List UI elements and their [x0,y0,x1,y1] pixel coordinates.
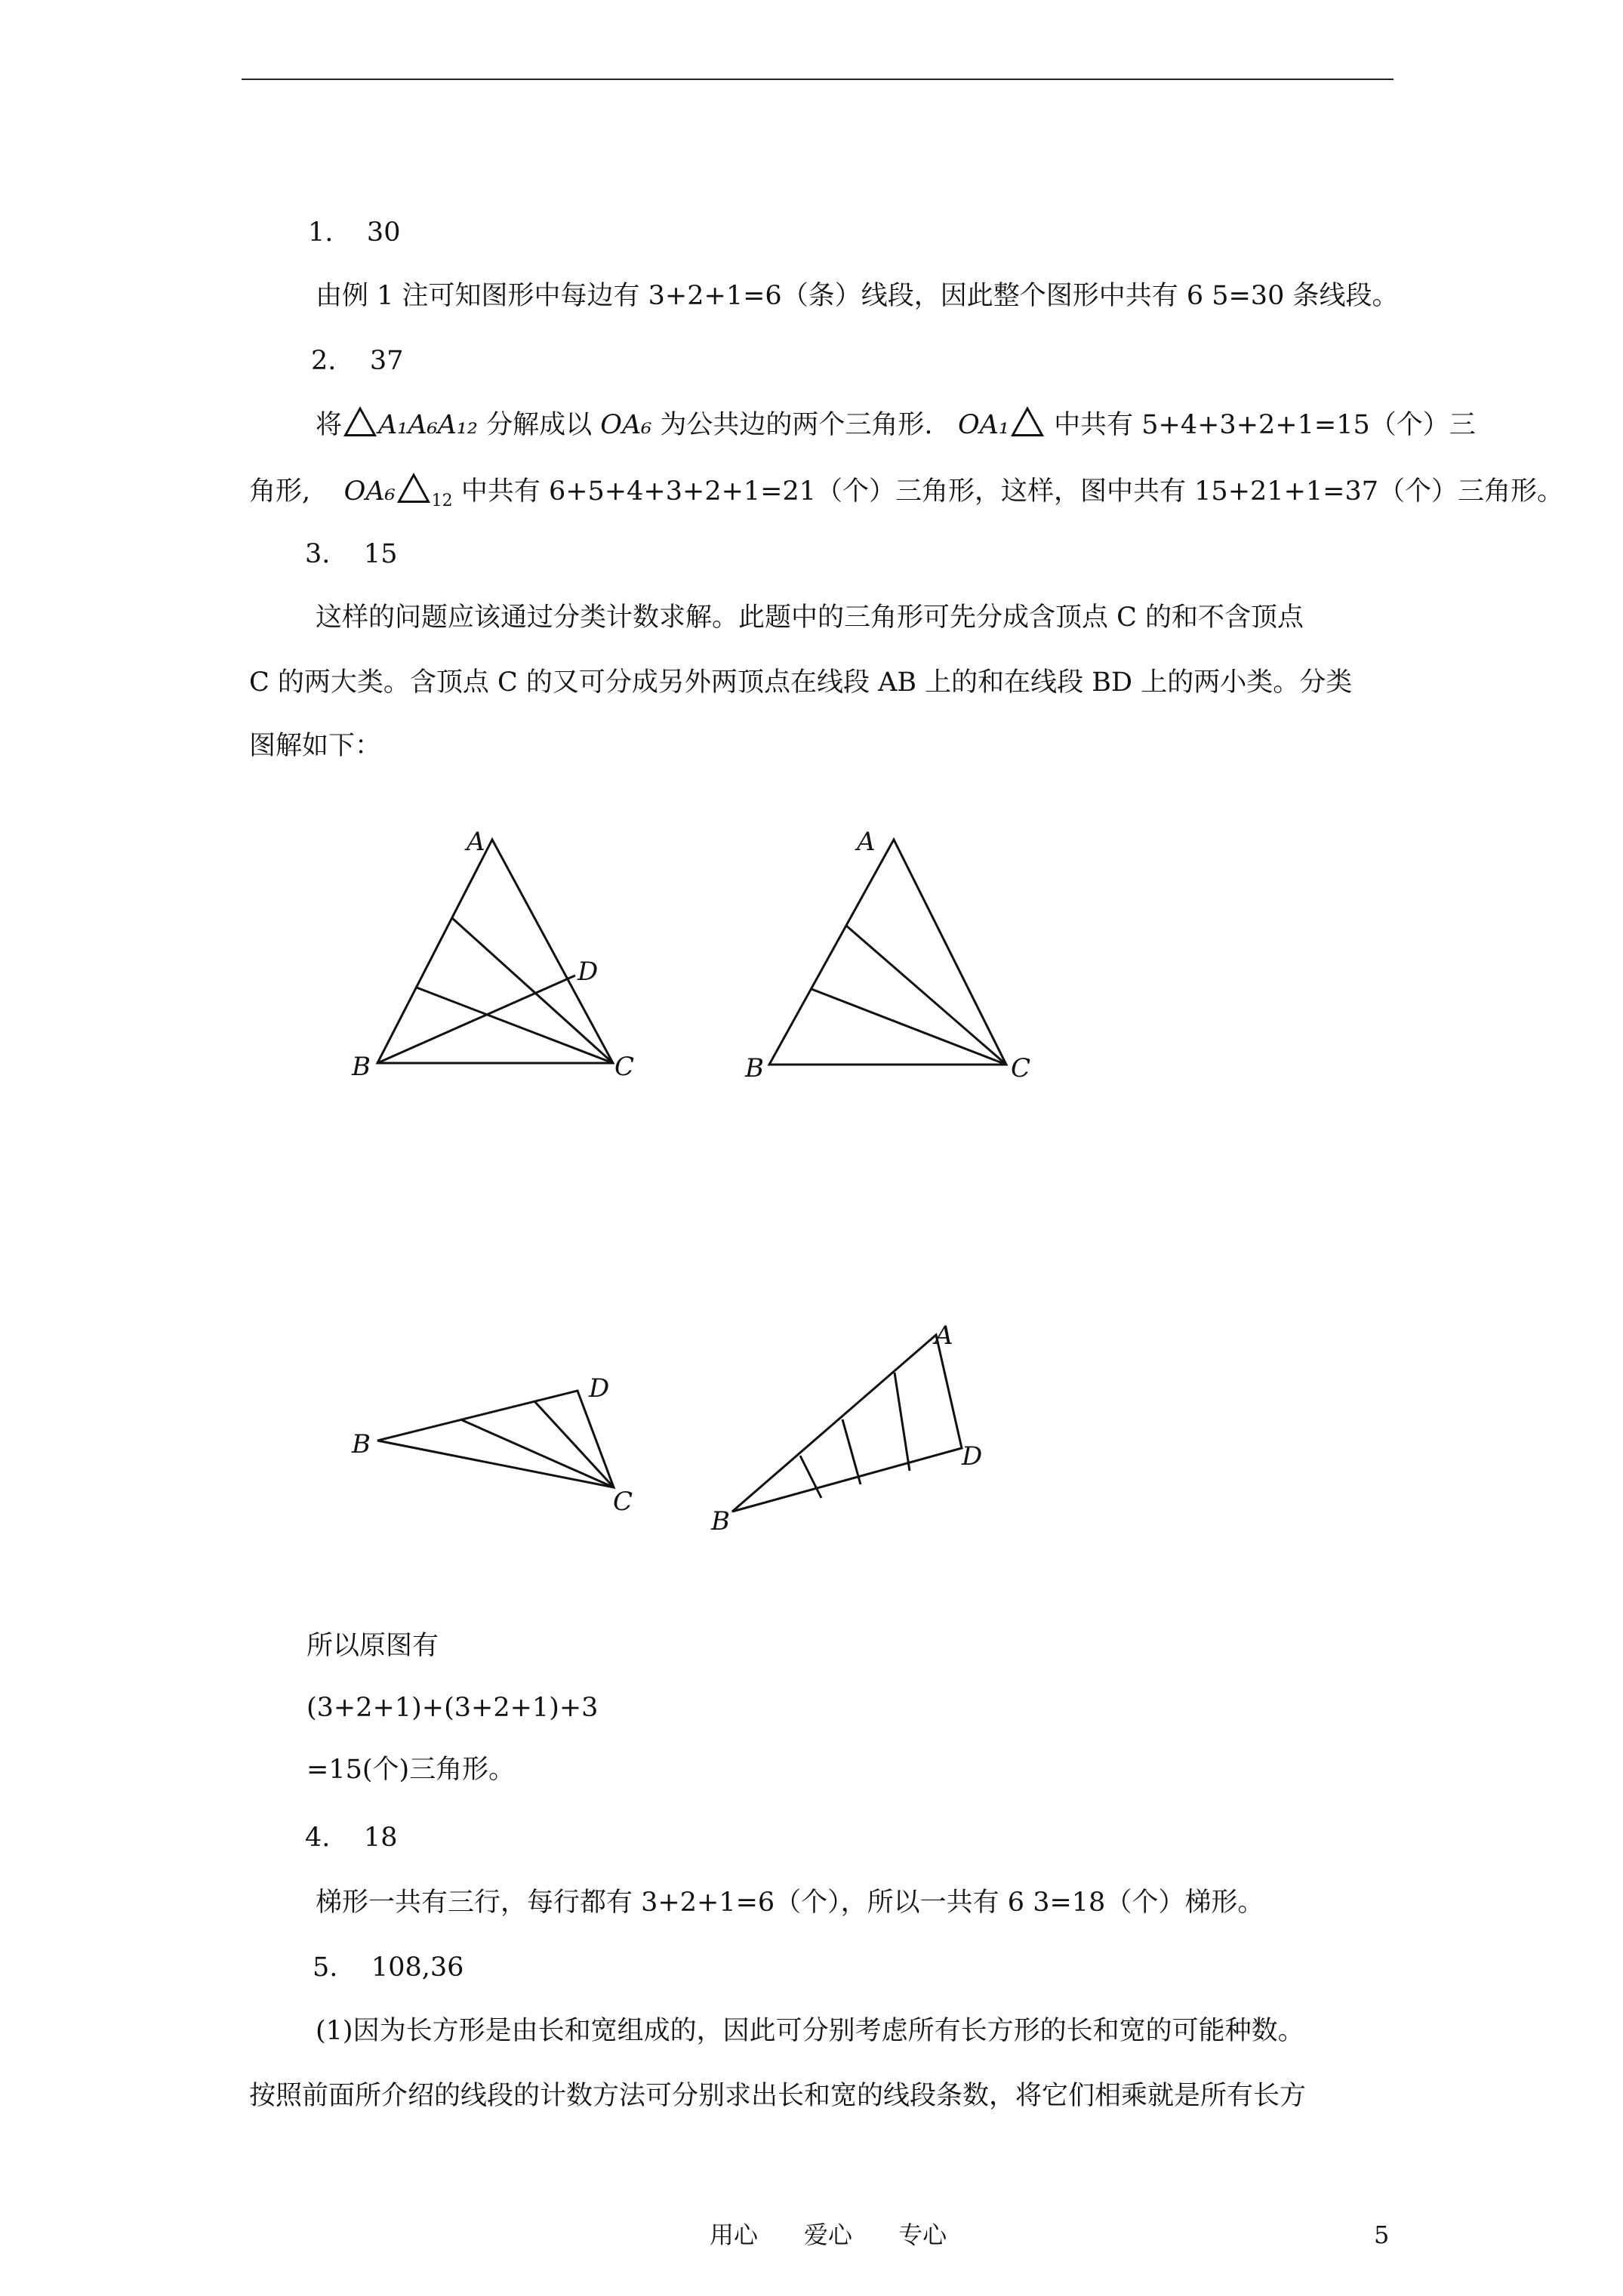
figure-triangle-bdc [347,1359,664,1533]
segment-name: OA₆ [600,410,652,440]
cross-line [895,1373,910,1471]
cevian-line [812,989,1006,1065]
problem-number: 5. [313,1952,338,1983]
vertex-label-a: A [857,827,876,857]
segment-name: OA₁ [957,410,1009,440]
vertex-label-b: B [352,1052,371,1082]
cevian-line [460,1419,614,1487]
subscript: 12 [431,492,453,510]
problem-3-heading [305,538,397,571]
figure-triangle-abd [702,1314,1019,1540]
problem-3-line-3: 图解如下： [249,731,382,761]
result-line-3: =15(个)三角形。 [306,1755,516,1785]
vertex-label-c: C [614,1052,635,1082]
problem-5-line-1: (1)因为长方形是由长和宽组成的，因此可分别考虑所有长方形的长和宽的可能种数。 [316,2016,1304,2046]
segment-name: OA₆ [343,476,396,507]
triangle-symbol-icon [343,406,377,436]
text-segment: 角形, [249,476,311,507]
problem-number: 1. [308,217,334,248]
vertex-label-b: B [352,1429,371,1459]
problem-2-line-2 [249,473,1563,518]
vertex-label-d: D [589,1373,610,1404]
problem-5-heading [313,1951,463,1984]
cevian-line [846,926,1006,1065]
problem-number: 4. [305,1823,331,1853]
outer-triangle [377,840,613,1063]
problem-2-heading [311,344,403,378]
problem-answer: 18 [363,1823,398,1853]
vertex-label-a: A [935,1321,953,1351]
result-line-2: (3+2+1)+(3+2+1)+3 [306,1693,599,1723]
footer-text: 用心 爱心 专心 [710,2220,947,2249]
problem-answer: 108,36 [371,1952,464,1983]
cevian-line [417,988,613,1063]
problem-answer: 37 [369,346,404,376]
text-segment: 为公共边的两个三角形. [660,410,933,440]
vertex-label-a: A [467,827,485,857]
segment-bd [377,975,575,1063]
page-number: 5 [1374,2220,1390,2249]
vertex-label-b: B [711,1506,730,1536]
vertex-label-b: B [745,1053,764,1083]
vertex-label-c: C [613,1487,633,1517]
outer-triangle [732,1335,962,1512]
problem-answer: 15 [363,539,398,569]
figure-triangle-abc [736,823,1053,1095]
triangle-symbol-icon [397,473,430,503]
vertex-label-c: C [1011,1053,1031,1083]
problem-3-line-2: C 的两大类。含顶点 C 的又可分成另外两顶点在线段 AB 上的和在线段 BD 上的两小类。分类 [249,667,1353,698]
problem-1-explanation: 由例 1 注可知图形中每边有 3+2+1=6（条）线段，因此整个图形中共有 6 5=30 条线段。 [316,281,1399,311]
problem-4-heading [305,1821,397,1854]
figure-full-triangle [347,823,664,1095]
header-rule [242,79,1394,80]
text-segment: 中共有 5+4+3+2+1=15（个）三 [1054,410,1476,440]
vertex-label-d: D [962,1441,983,1472]
problem-answer: 30 [366,217,401,248]
cross-line [842,1419,861,1484]
problem-2-line-1 [316,406,1476,442]
problem-4-explanation: 梯形一共有三行，每行都有 3+2+1=6（个），所以一共有 6 3=18（个）梯形。 [316,1888,1264,1918]
problem-5-line-2: 按照前面所介绍的线段的计数方法可分别求出长和宽的线段条数，将它们相乘就是所有长方 [249,2081,1307,2111]
problem-1-heading [308,216,400,249]
problem-number: 2. [311,346,337,376]
outer-triangle [769,840,1006,1065]
vertex-label-d: D [577,957,599,987]
text-segment: 将 [316,410,343,440]
triangle-symbol-icon [1011,406,1044,436]
cevian-line [452,918,613,1063]
problem-number: 3. [305,539,331,569]
problem-3-line-1: 这样的问题应该通过分类计数求解。此题中的三角形可先分成含顶点 C 的和不含顶点 [316,603,1304,633]
text-segment: 中共有 6+5+4+3+2+1=21（个）三角形，这样，图中共有 15+21+1=37（个）三角形。 [460,476,1564,507]
text-segment: 分解成以 [486,410,593,440]
result-line-1: 所以原图有 [306,1631,439,1661]
triangle-name: A₁A₆A₁₂ [378,410,478,440]
